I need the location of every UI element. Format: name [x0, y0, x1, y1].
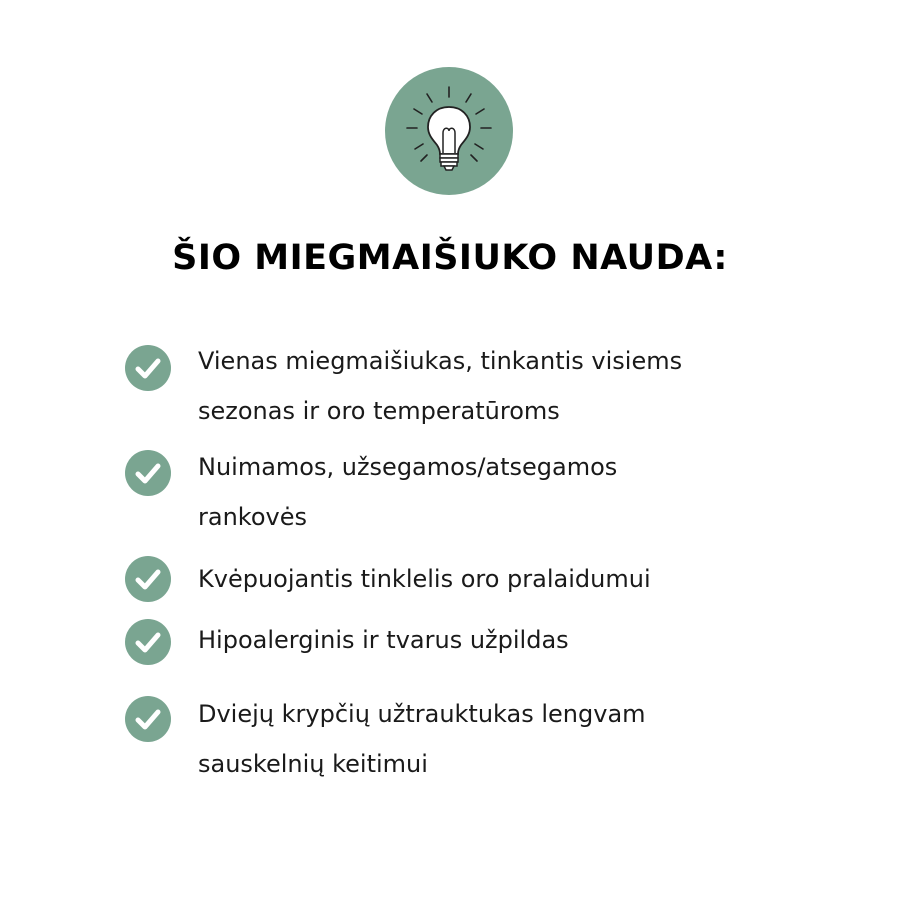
- benefit-line-2: rankovės: [198, 503, 307, 531]
- checkmark-icon: [125, 696, 171, 742]
- checkmark-icon: [125, 450, 171, 496]
- benefit-line-1: Hipoalerginis ir tvarus užpildas: [198, 626, 569, 654]
- checkmark-icon: [125, 556, 171, 602]
- checkmark-icon: [125, 345, 171, 391]
- checkmark-icon: [125, 619, 171, 665]
- benefit-line-1: Kvėpuojantis tinklelis oro pralaidumui: [198, 565, 651, 593]
- page-title: ŠIO MIEGMAIŠIUKO NAUDA:: [172, 238, 728, 278]
- lightbulb-icon: [385, 67, 513, 195]
- benefit-line-1: Dviejų krypčių užtrauktukas lengvam: [198, 700, 646, 728]
- lightbulb-badge: [385, 67, 513, 195]
- benefit-line-1: Nuimamos, užsegamos/atsegamos: [198, 453, 618, 481]
- benefit-line-1: Vienas miegmaišiukas, tinkantis visiems: [198, 347, 683, 375]
- benefit-line-2: sauskelnių keitimui: [198, 750, 428, 778]
- benefit-line-2: sezonas ir oro temperatūroms: [198, 397, 560, 425]
